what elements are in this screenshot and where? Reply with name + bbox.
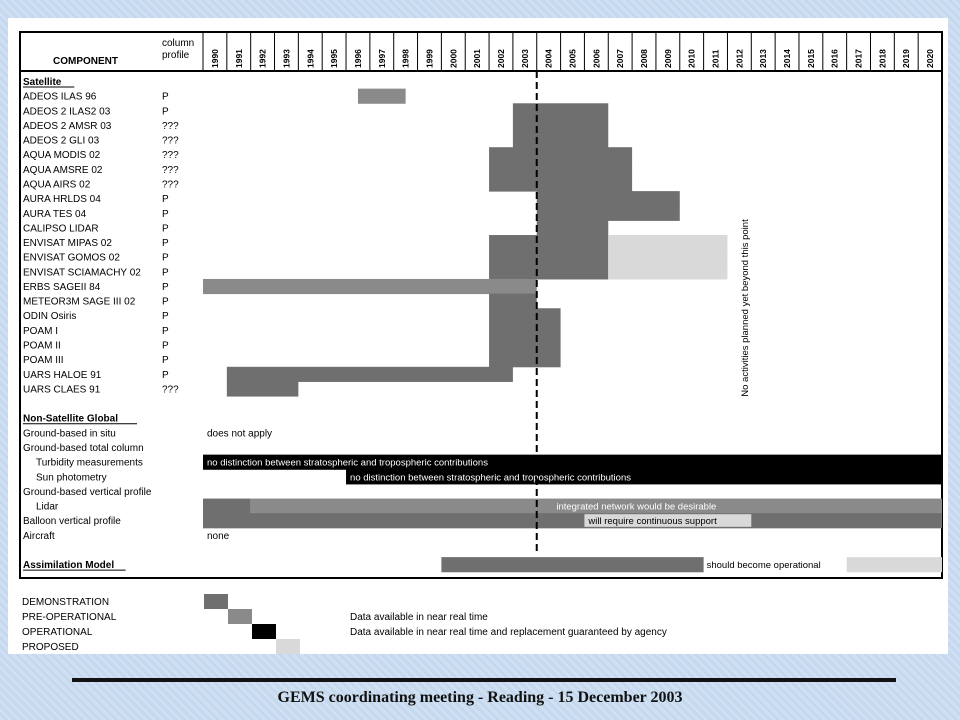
timeline-bar: [513, 103, 608, 118]
year-tick-label: 2003: [519, 49, 530, 68]
year-tick-label: 2001: [472, 49, 483, 68]
component-label: POAM II: [23, 340, 61, 352]
component-label: Lidar: [36, 501, 59, 513]
component-label: ADEOS 2 GLI 03: [23, 135, 100, 147]
header-column-profile: profile: [162, 50, 190, 61]
row-note: none: [207, 530, 230, 542]
year-tick-label: 2007: [615, 49, 626, 68]
year-tick-label: 1992: [257, 49, 268, 68]
timeline-bar: [227, 381, 299, 396]
bar-annotation: no distinction between stratospheric and tropospheric contributions: [207, 457, 488, 469]
timeline-bar: [489, 308, 561, 323]
legend-swatch: [252, 624, 276, 639]
chart-frame: [20, 32, 942, 578]
legend-description: Data available in near real time: [350, 612, 488, 623]
legend-description: Data available in near real time and replacement guaranteed by agency: [350, 627, 667, 638]
component-label: Ground-based in situ: [23, 428, 116, 440]
column-profile-value: P: [162, 91, 169, 103]
slide-panel: [8, 18, 948, 654]
timeline-bar: [441, 557, 703, 572]
year-tick-label: 2008: [639, 49, 650, 68]
year-tick-label: 2005: [567, 49, 578, 68]
timeline-bar: [537, 191, 680, 206]
column-profile-value: ???: [162, 135, 179, 147]
column-profile-value: P: [162, 208, 169, 220]
column-profile-value: P: [162, 106, 169, 118]
year-tick-label: 1990: [209, 49, 220, 68]
timeline-bar: [227, 367, 513, 382]
year-tick-label: 1993: [281, 49, 292, 68]
legend-swatch: [276, 639, 300, 654]
section-heading: Non-Satellite Global: [23, 413, 119, 425]
timeline-bar: [358, 89, 406, 104]
column-profile-value: P: [162, 267, 169, 279]
year-tick-label: 2017: [853, 49, 864, 68]
timeline-bar: [608, 235, 727, 250]
component-label: AQUA AMSRE 02: [23, 164, 103, 176]
timeline-bar: [513, 133, 608, 148]
legend-label: DEMONSTRATION: [22, 597, 110, 608]
year-tick-label: 2015: [805, 49, 816, 68]
timeline-bar: [489, 338, 561, 353]
timeline-bar: [489, 147, 632, 162]
year-tick-label: 2020: [925, 49, 936, 68]
section-heading: Assimilation Model: [23, 560, 115, 572]
component-label: AURA HRLDS 04: [23, 194, 101, 206]
component-label: UARS CLAES 91: [23, 384, 101, 396]
legend-label: OPERATIONAL: [22, 627, 93, 638]
timeline-bar: [203, 279, 537, 294]
year-tick-label: 2019: [901, 49, 912, 68]
column-profile-value: P: [162, 281, 169, 293]
column-profile-value: ???: [162, 384, 179, 396]
legend-label: PROPOSED: [22, 642, 79, 653]
year-tick-label: 2004: [543, 49, 554, 68]
component-label: AQUA AIRS 02: [23, 179, 91, 191]
year-tick-label: 1991: [233, 49, 244, 68]
timeline-bar: [203, 499, 251, 514]
bar-annotation: should become operational: [706, 560, 821, 572]
component-label: ERBS SAGEII 84: [23, 281, 101, 293]
component-label: CALIPSO LIDAR: [23, 223, 99, 235]
timeline-bar: [489, 176, 632, 191]
year-tick-label: 2018: [877, 49, 888, 68]
component-label: ODIN Osiris: [23, 311, 77, 323]
component-label: AURA TES 04: [23, 208, 87, 220]
column-profile-value: P: [162, 325, 169, 337]
timeline-bar: [608, 264, 727, 279]
component-label: Ground-based total column: [23, 443, 144, 454]
year-tick-label: 1999: [424, 49, 435, 68]
column-profile-value: P: [162, 311, 169, 323]
timeline-bar: [608, 250, 727, 265]
timeline-bar: [847, 557, 942, 572]
component-label: Balloon vertical profile: [23, 516, 121, 528]
timeline-bar: [537, 220, 609, 235]
component-label: Aircraft: [23, 530, 55, 542]
year-tick-label: 2002: [495, 49, 506, 68]
timeline-bar: [489, 323, 561, 338]
year-tick-label: 2014: [782, 49, 793, 68]
timeline-bar: [513, 118, 608, 133]
component-label: ENVISAT MIPAS 02: [23, 238, 112, 250]
year-tick-label: 2016: [829, 49, 840, 68]
component-label: POAM I: [23, 325, 59, 337]
bar-annotation: will require continuous support: [588, 516, 717, 528]
bar-annotation: integrated network would be desirable: [556, 501, 717, 513]
column-profile-value: P: [162, 223, 169, 235]
timeline-bar: [489, 352, 561, 367]
component-label: Sun photometry: [36, 472, 107, 484]
year-tick-label: 2013: [758, 49, 769, 68]
legend-swatch: [228, 609, 252, 624]
component-label: ADEOS ILAS 96: [23, 91, 97, 103]
timeline-bar: [489, 162, 632, 177]
component-label: METEOR3M SAGE III 02: [23, 296, 136, 308]
side-note: No activities planned yet beyond this point: [740, 219, 751, 397]
column-profile-value: ???: [162, 179, 179, 191]
column-profile-value: P: [162, 252, 169, 264]
component-label: POAM III: [23, 355, 64, 367]
year-tick-label: 2006: [591, 49, 602, 68]
bar-annotation: no distinction between stratospheric and tropospheric contributions: [350, 472, 631, 484]
year-tick-label: 2010: [686, 49, 697, 68]
column-profile-value: P: [162, 369, 169, 381]
section-heading: Satellite: [23, 77, 62, 88]
timeline-bar: [489, 250, 608, 265]
column-profile-value: ???: [162, 150, 179, 162]
header-component: COMPONENT: [53, 56, 118, 67]
year-tick-label: 2011: [710, 49, 721, 68]
legend-label: PRE-OPERATIONAL: [22, 612, 117, 623]
column-profile-value: ???: [162, 164, 179, 176]
year-tick-label: 1995: [329, 49, 340, 68]
component-label: AQUA MODIS 02: [23, 150, 101, 162]
component-label: UARS HALOE 91: [23, 369, 102, 381]
component-label: ADEOS 2 AMSR 03: [23, 120, 112, 132]
legend-swatch: [204, 594, 228, 609]
timeline-bar: [203, 513, 942, 528]
header-column-profile: column: [162, 38, 195, 49]
column-profile-value: P: [162, 194, 169, 206]
footer-rule: [72, 678, 896, 682]
year-tick-label: 2012: [734, 49, 745, 68]
row-note: does not apply: [207, 428, 273, 440]
column-profile-value: P: [162, 296, 169, 308]
component-label: Turbidity measurements: [36, 457, 143, 469]
year-tick-label: 1997: [376, 49, 387, 68]
component-label: ENVISAT GOMOS 02: [23, 252, 120, 264]
year-tick-label: 1996: [352, 49, 363, 68]
component-label: Ground-based vertical profile: [23, 486, 152, 498]
footer-title: GEMS coordinating meeting - Reading - 15 December 2003: [277, 689, 683, 706]
column-profile-value: ???: [162, 120, 179, 132]
column-profile-value: P: [162, 340, 169, 352]
year-tick-label: 2009: [662, 49, 673, 68]
column-profile-value: P: [162, 238, 169, 250]
year-tick-label: 1994: [305, 49, 316, 68]
year-tick-label: 1998: [400, 49, 411, 68]
timeline-bar: [489, 235, 608, 250]
column-profile-value: P: [162, 355, 169, 367]
timeline-bar: [489, 294, 537, 309]
year-tick-label: 2000: [448, 49, 459, 68]
component-label: ENVISAT SCIAMACHY 02: [23, 267, 141, 279]
timeline-bar: [489, 264, 608, 279]
timeline-bar: [537, 206, 680, 221]
component-label: ADEOS 2 ILAS2 03: [23, 106, 111, 118]
gantt-chart: [8, 18, 948, 654]
